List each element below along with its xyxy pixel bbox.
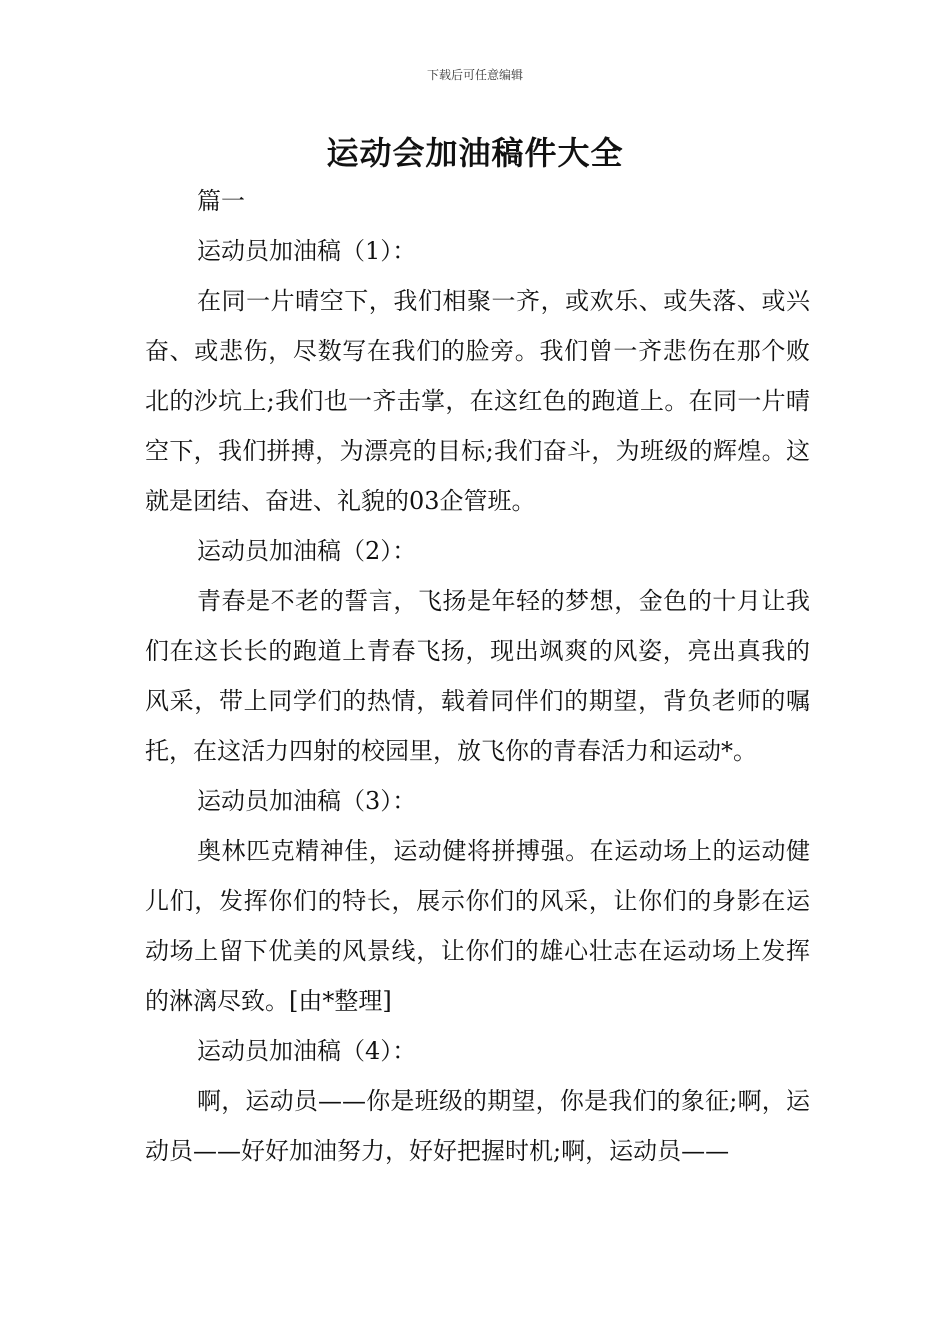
document-body <box>145 176 810 1176</box>
section-label: 篇一 <box>197 187 245 215</box>
header-note: 下载后可任意编辑 <box>426 68 523 82</box>
item-body-2: 青春是不老的誓言，飞扬是年轻的梦想，金色的十月让我们在这长长的跑道上青春飞扬，现出飒爽的风姿，亮出真我的风采，带上同学们的热情，载着同伴们的期望，背负老师的嘱托，在这活力四射的校园里，放飞你的青春活力和运动*。 <box>145 587 810 765</box>
document-title: 运动会加油稿件大全 <box>326 134 624 172</box>
item-heading-4: 运动员加油稿（4）： <box>197 1037 417 1065</box>
item-body-3: 奥林匹克精神佳，运动健将拼搏强。在运动场上的运动健儿们，发挥你们的特长，展示你们的风采，让你们的身影在运动场上留下优美的风景线，让你们的雄心壮志在运动场上发挥的淋漓尽致。[由*整理] <box>145 837 810 1015</box>
item-body-1: 在同一片晴空下，我们相聚一齐，或欢乐、或失落、或兴奋、或悲伤，尽数写在我们的脸旁。我们曾一齐悲伤在那个败北的沙坑上;我们也一齐击掌，在这红色的跑道上。在同一片晴空下，我们拼搏，为漂亮的目标;我们奋斗，为班级的辉煌。这就是团结、奋进、礼貌的03企管班。 <box>145 287 810 515</box>
item-heading-1: 运动员加油稿（1）： <box>197 237 417 265</box>
item-heading-3: 运动员加油稿（3）： <box>197 787 417 815</box>
item-body-4: 啊，运动员——你是班级的期望，你是我们的象征;啊，运动员——好好加油努力，好好把握时机;啊，运动员—— <box>145 1087 810 1165</box>
item-heading-2: 运动员加油稿（2）： <box>197 537 417 565</box>
